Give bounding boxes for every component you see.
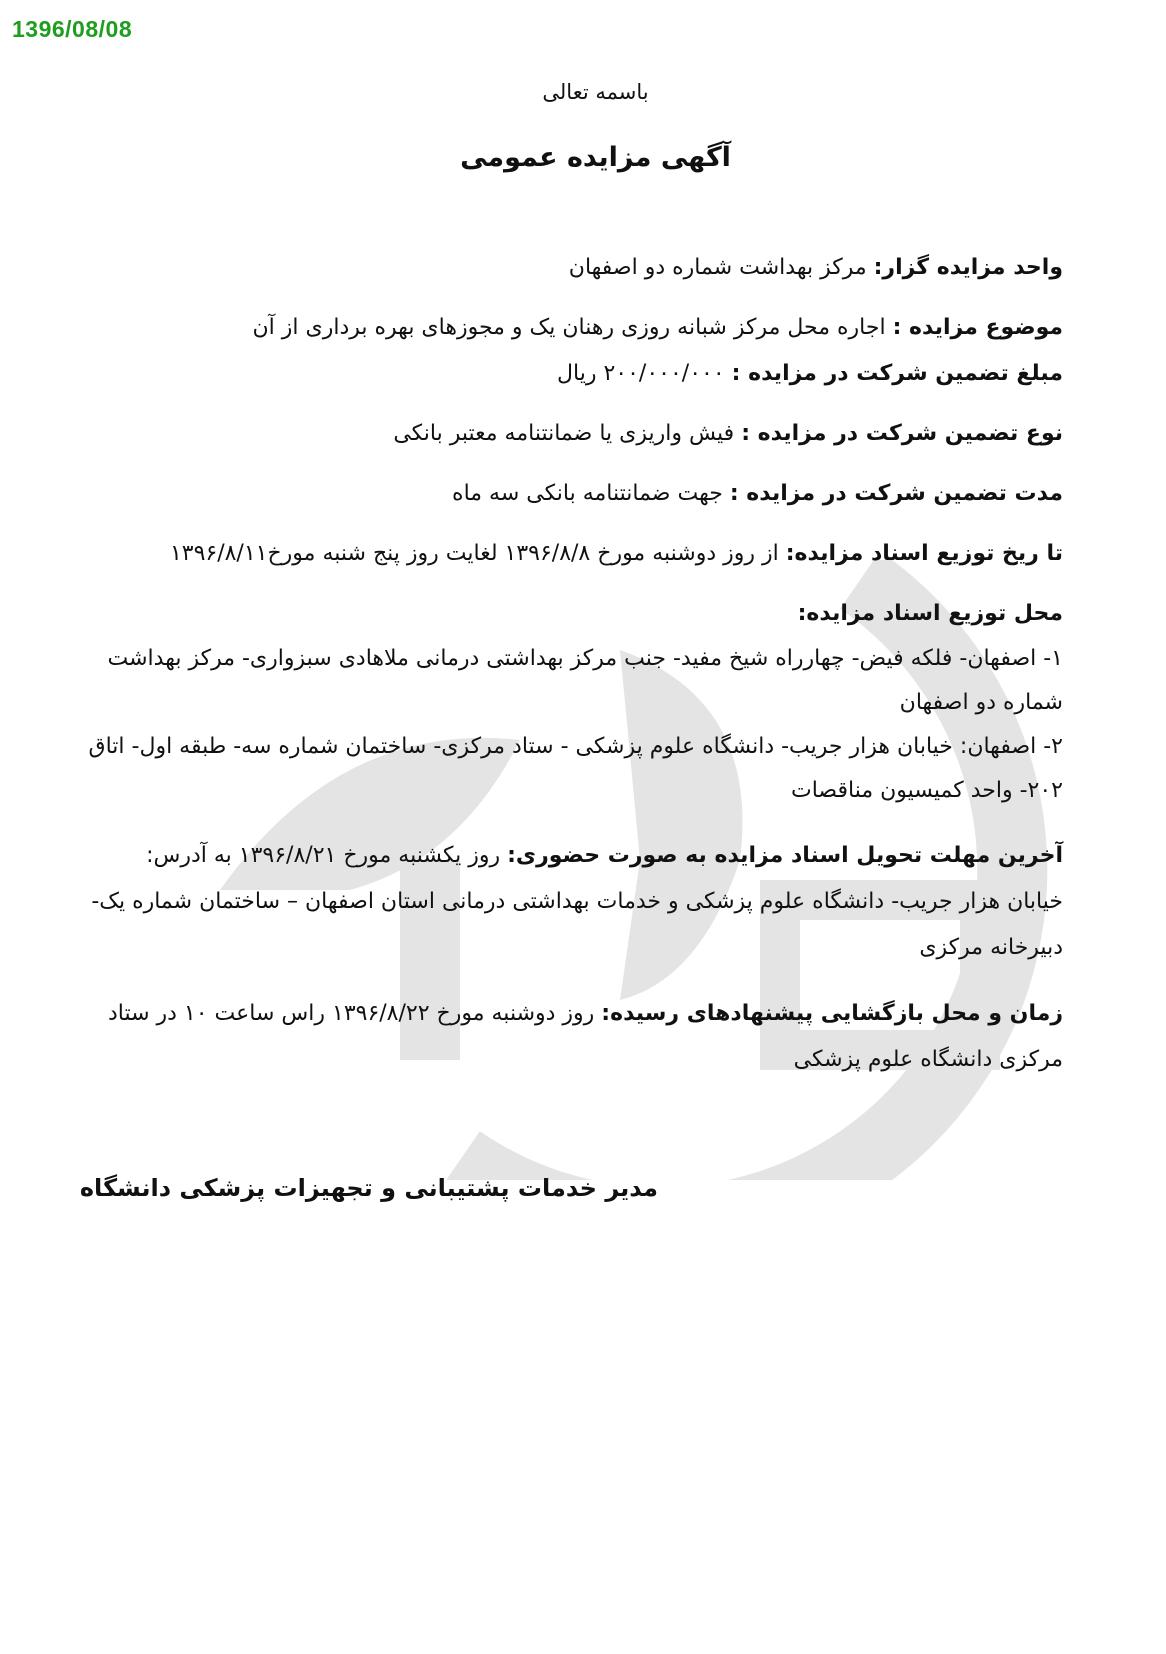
distribution-label <box>88 591 1063 637</box>
basmala: باسمه تعالی <box>542 80 649 104</box>
date-stamp: 1396/08/08 <box>12 16 133 42</box>
field-delivery-deadline <box>88 833 1063 971</box>
field-label: مدت تضمین شرکت در مزایده : <box>729 481 1063 506</box>
announcement-title: آگهی مزایده عمومی <box>460 142 731 173</box>
field-value: اجاره محل مرکز شبانه روزی رهنان یک و مجوزهای بهره برداری از آن <box>252 315 893 340</box>
field-guarantee-type <box>88 411 1063 457</box>
signature-title: مدیر خدمات پشتیبانی و تجهیزات پزشکی دانشگاه <box>79 1174 658 1202</box>
field-value: ۲۰۰/۰۰۰/۰۰۰ ریال <box>557 361 732 386</box>
field-value: فیش واریزی یا ضمانتنامه معتبر بانکی <box>393 421 742 446</box>
field-guarantee-duration <box>88 471 1063 517</box>
field-label: نوع تضمین شرکت در مزایده : <box>741 421 1063 446</box>
field-value: روز یکشنبه مورخ ۱۳۹۶/۸/۲۱ به آدرس: خیابان هزار جریب- دانشگاه علوم پزشکی و خدمات بهداشتی درمانی استان اصفهان – ساختمان شماره یک- دبیرخانه مرکزی <box>91 843 1063 960</box>
announcement-body <box>88 80 1063 1083</box>
field-subject <box>88 305 1063 351</box>
distribution-item-1: ۱- اصفهان- فلکه فیض- چهارراه شیخ مفید- جنب مرکز بهداشتی درمانی ملاهادی سبزواری- مرکز بهداشت شماره دو اصفهان <box>107 646 1063 715</box>
field-label: محل توزیع اسناد مزایده: <box>797 601 1063 626</box>
field-label: آخرین مهلت تحویل اسناد مزایده به صورت حضوری: <box>507 843 1063 868</box>
field-label: تا ریخ توزیع اسناد مزایده: <box>785 541 1063 566</box>
field-label: مبلغ تضمین شرکت در مزایده : <box>731 361 1063 386</box>
field-guarantee-amount <box>88 351 1063 397</box>
field-opening-time <box>88 991 1063 1083</box>
field-value: روز دوشنبه مورخ ۱۳۹۶/۸/۲۲ راس ساعت ۱۰ در ستاد مرکزی دانشگاه علوم پزشکی <box>107 1001 1063 1072</box>
field-auctioneer <box>88 245 1063 291</box>
field-value: مرکز بهداشت شماره دو اصفهان <box>568 255 874 280</box>
field-value: از روز دوشنبه مورخ ۱۳۹۶/۸/۸ لغایت روز پنج شنبه مورخ۱۳۹۶/۸/۱۱ <box>169 541 786 566</box>
distribution-item-2: ۲- اصفهان: خیابان هزار جریب- دانشگاه علوم پزشکی - ستاد مرکزی- ساختمان شماره سه- طبقه اول- اتاق ۲۰۲- واحد کمیسیون مناقصات <box>88 734 1063 803</box>
field-label: موضوع مزایده : <box>892 315 1063 340</box>
field-distribution-date <box>88 531 1063 577</box>
field-label: واحد مزایده گزار: <box>873 255 1063 280</box>
field-value: جهت ضمانتنامه بانکی سه ماه <box>452 481 730 506</box>
field-label: زمان و محل بازگشایی پیشنهادهای رسیده: <box>601 1001 1063 1026</box>
